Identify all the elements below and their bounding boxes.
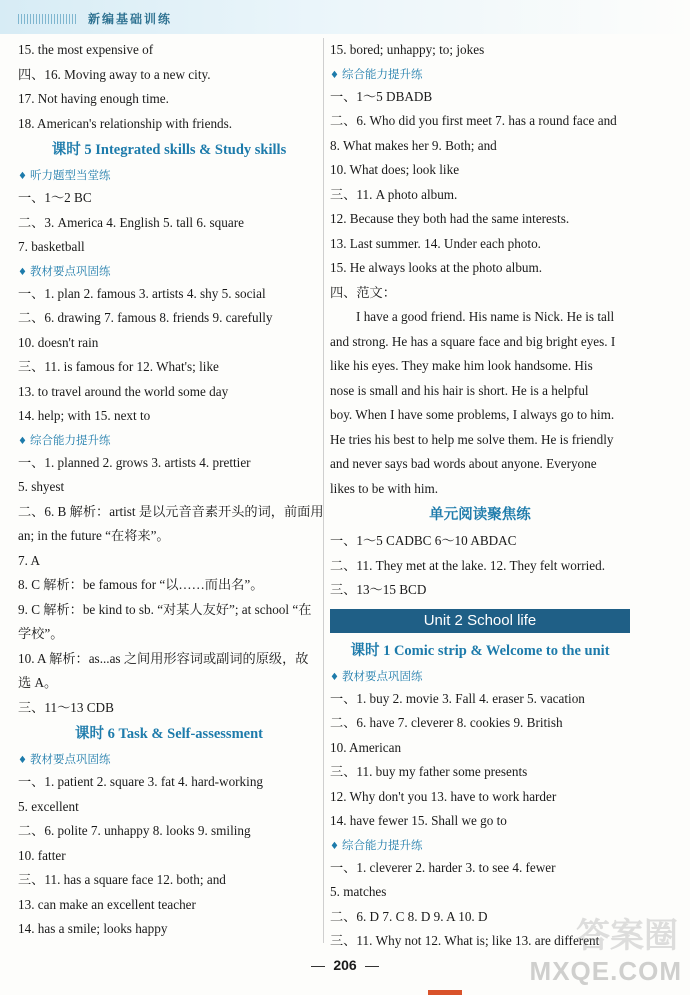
section-label-text: 综合能力提升练: [341, 66, 423, 81]
red-mark: [428, 990, 462, 995]
answer-line: 10. doesn't rain: [18, 334, 99, 350]
lesson-heading: 课时 6 Task & Self-assessment: [75, 726, 263, 742]
answer-line: 10. fatter: [18, 847, 66, 863]
diamond-icon: ♦: [330, 671, 339, 683]
answer-line: 一、1. patient 2. square 3. fat 4. hard-working: [18, 774, 264, 789]
answer-line: 一、1～2 BC: [18, 190, 92, 205]
answer-line: 选 A。: [18, 675, 58, 690]
answer-line: 二、6. D 7. C 8. D 9. A 10. D: [330, 908, 488, 924]
answer-line: 18. American's relationship with friends.: [18, 115, 233, 131]
header-brand: 新编基础训练: [88, 12, 173, 26]
answer-line: 三、11. is famous for 12. What's; like: [18, 359, 219, 374]
answer-line: 15. bored; unhappy; to; jokes: [330, 42, 485, 57]
answer-line: 13. can make an excellent teacher: [18, 896, 196, 912]
diamond-icon: ♦: [18, 171, 27, 182]
answer-line: 7. A: [18, 552, 40, 568]
answer-line: 三、11. has a square face 12. both; and: [18, 872, 226, 887]
answer-line: 四、范文：: [330, 284, 396, 300]
answer-line: 9. C 解析：be kind to sb. “对某人友好”; at school “在: [18, 601, 312, 617]
diamond-icon: ♦: [18, 755, 27, 766]
essay-paragraph: [330, 305, 630, 501]
page-header: [0, 0, 690, 34]
answer-line: 三、11. Why not 12. What is; like 13. are different: [330, 933, 600, 948]
answer-line: 10. American: [330, 739, 402, 755]
section-label-text: 听力题型当堂练: [29, 168, 111, 182]
essay-line: nose is small and his hair is short. He is a helpful: [330, 382, 589, 398]
answer-line: 学校”。: [18, 626, 64, 641]
dash-left: [311, 966, 325, 967]
answer-line: 三、11. A photo album.: [330, 186, 458, 202]
answer-line: 8. C 解析：be famous for “以……而出名”。: [18, 577, 264, 592]
answer-line: 三、13～15 BCD: [330, 582, 427, 597]
section-label: [330, 63, 630, 85]
essay-line: I have a good friend. His name is Nick. He is tall: [356, 309, 615, 324]
answer-line: 二、3. America 4. English 5. tall 6. square: [18, 214, 244, 230]
diamond-icon: ♦: [330, 840, 339, 852]
answer-line: 二、6. B 解析：artist 是以元音音素开头的词，前面用: [18, 503, 324, 519]
section-label-text: 教材要点巩固练: [29, 263, 111, 278]
watermark-logo: 答案圈: [576, 916, 678, 956]
diamond-icon: ♦: [18, 435, 27, 447]
answer-line: 四、16. Moving away to a new city.: [18, 66, 211, 82]
right-column: [330, 38, 630, 954]
answer-line: 15. He always looks at the photo album.: [330, 260, 543, 275]
answer-line: 二、6. Who did you first meet 7. has a round face and: [330, 113, 617, 128]
answer-line: 一、1. buy 2. movie 3. Fall 4. eraser 5. vacation: [330, 690, 585, 706]
answer-line: 12. Why don't you 13. have to work harder: [330, 788, 557, 804]
section-label: [330, 834, 630, 856]
answer-line: 13. Last summer. 14. Under each photo.: [330, 235, 541, 251]
answer-line: 三、11～13 CDB: [18, 699, 114, 715]
answer-line: 一、1～5 DBADB: [330, 88, 433, 104]
section-label-text: 综合能力提升练: [341, 837, 423, 852]
answer-line: an; in the future “在将来”。: [18, 528, 170, 543]
answer-line: 一、1. plan 2. famous 3. artists 4. shy 5. social: [18, 285, 266, 301]
left-column: [18, 38, 324, 942]
answer-line: 8. What makes her 9. Both; and: [330, 137, 497, 153]
unit-title-bar: Unit 2 School life: [330, 609, 630, 633]
answer-line: 5. matches: [330, 884, 387, 899]
answer-line: 二、6. drawing 7. famous 8. friends 9. carefully: [18, 310, 273, 325]
section-label: [18, 260, 320, 282]
section-label: [18, 429, 320, 451]
answer-line: 13. to travel around the world some day: [18, 383, 229, 399]
answer-line: 14. has a smile; looks happy: [18, 921, 168, 936]
answer-line: 5. shyest: [18, 479, 65, 494]
answer-line: 一、1～5 CADBC 6～10 ABDAC: [330, 533, 517, 548]
essay-line: likes to be with him.: [330, 480, 439, 496]
answer-line: 12. Because they both had the same interests.: [330, 211, 570, 226]
answer-line: 二、6. polite 7. unhappy 8. looks 9. smiling: [18, 823, 251, 838]
answer-line: 10. What does; look like: [330, 162, 460, 177]
answer-line: 17. Not having enough time.: [18, 91, 169, 106]
essay-line: boy. When I have some problems, I always go to him.: [330, 407, 615, 422]
section-label: [18, 748, 320, 770]
essay-line: He tries his best to help me solve them. He is friendly: [330, 431, 614, 447]
answer-line: 一、1. cleverer 2. harder 3. to see 4. fewer: [330, 859, 556, 875]
answer-line: 二、6. have 7. cleverer 8. cookies 9. British: [330, 715, 563, 730]
section-label-text: 教材要点巩固练: [29, 752, 111, 766]
answer-line: 15. the most expensive of: [18, 42, 154, 57]
watermark-text: MXQE.COM: [529, 956, 682, 986]
essay-line: and strong. He has a square face and big bright eyes. I: [330, 333, 616, 349]
answer-line: 14. have fewer 15. Shall we go to: [330, 813, 507, 828]
answer-line: 7. basketball: [18, 239, 85, 254]
answer-line: 二、11. They met at the lake. 12. They felt worried.: [330, 557, 606, 573]
dash-right: [365, 966, 379, 967]
section-label-text: 综合能力提升练: [29, 432, 111, 447]
answer-line: 14. help; with 15. next to: [18, 408, 151, 423]
answer-line: 三、11. buy my father some presents: [330, 764, 528, 779]
section-label: [18, 164, 320, 186]
lesson-heading: 单元阅读聚焦练: [429, 507, 531, 523]
diamond-icon: ♦: [330, 69, 339, 81]
essay-line: like his eyes. They make him look handsome. His: [330, 358, 593, 373]
essay-line: and never says bad words about anyone. Everyone: [330, 456, 597, 471]
answer-line: 5. excellent: [18, 798, 79, 814]
page-number-text: 206: [333, 957, 357, 973]
lesson-heading: 课时 5 Integrated skills & Study skills: [51, 142, 287, 158]
column-divider: [323, 38, 324, 943]
answer-line: 一、1. planned 2. grows 3. artists 4. prettier: [18, 454, 251, 470]
diamond-icon: ♦: [18, 266, 27, 278]
section-label-text: 教材要点巩固练: [341, 668, 423, 683]
lesson-heading: 课时 1 Comic strip & Welcome to the unit: [350, 642, 610, 659]
section-label: [330, 665, 630, 687]
header-stripes: [18, 14, 78, 24]
answer-line: 10. A 解析：as...as 之间用形容词或副词的原级，故: [18, 650, 309, 666]
